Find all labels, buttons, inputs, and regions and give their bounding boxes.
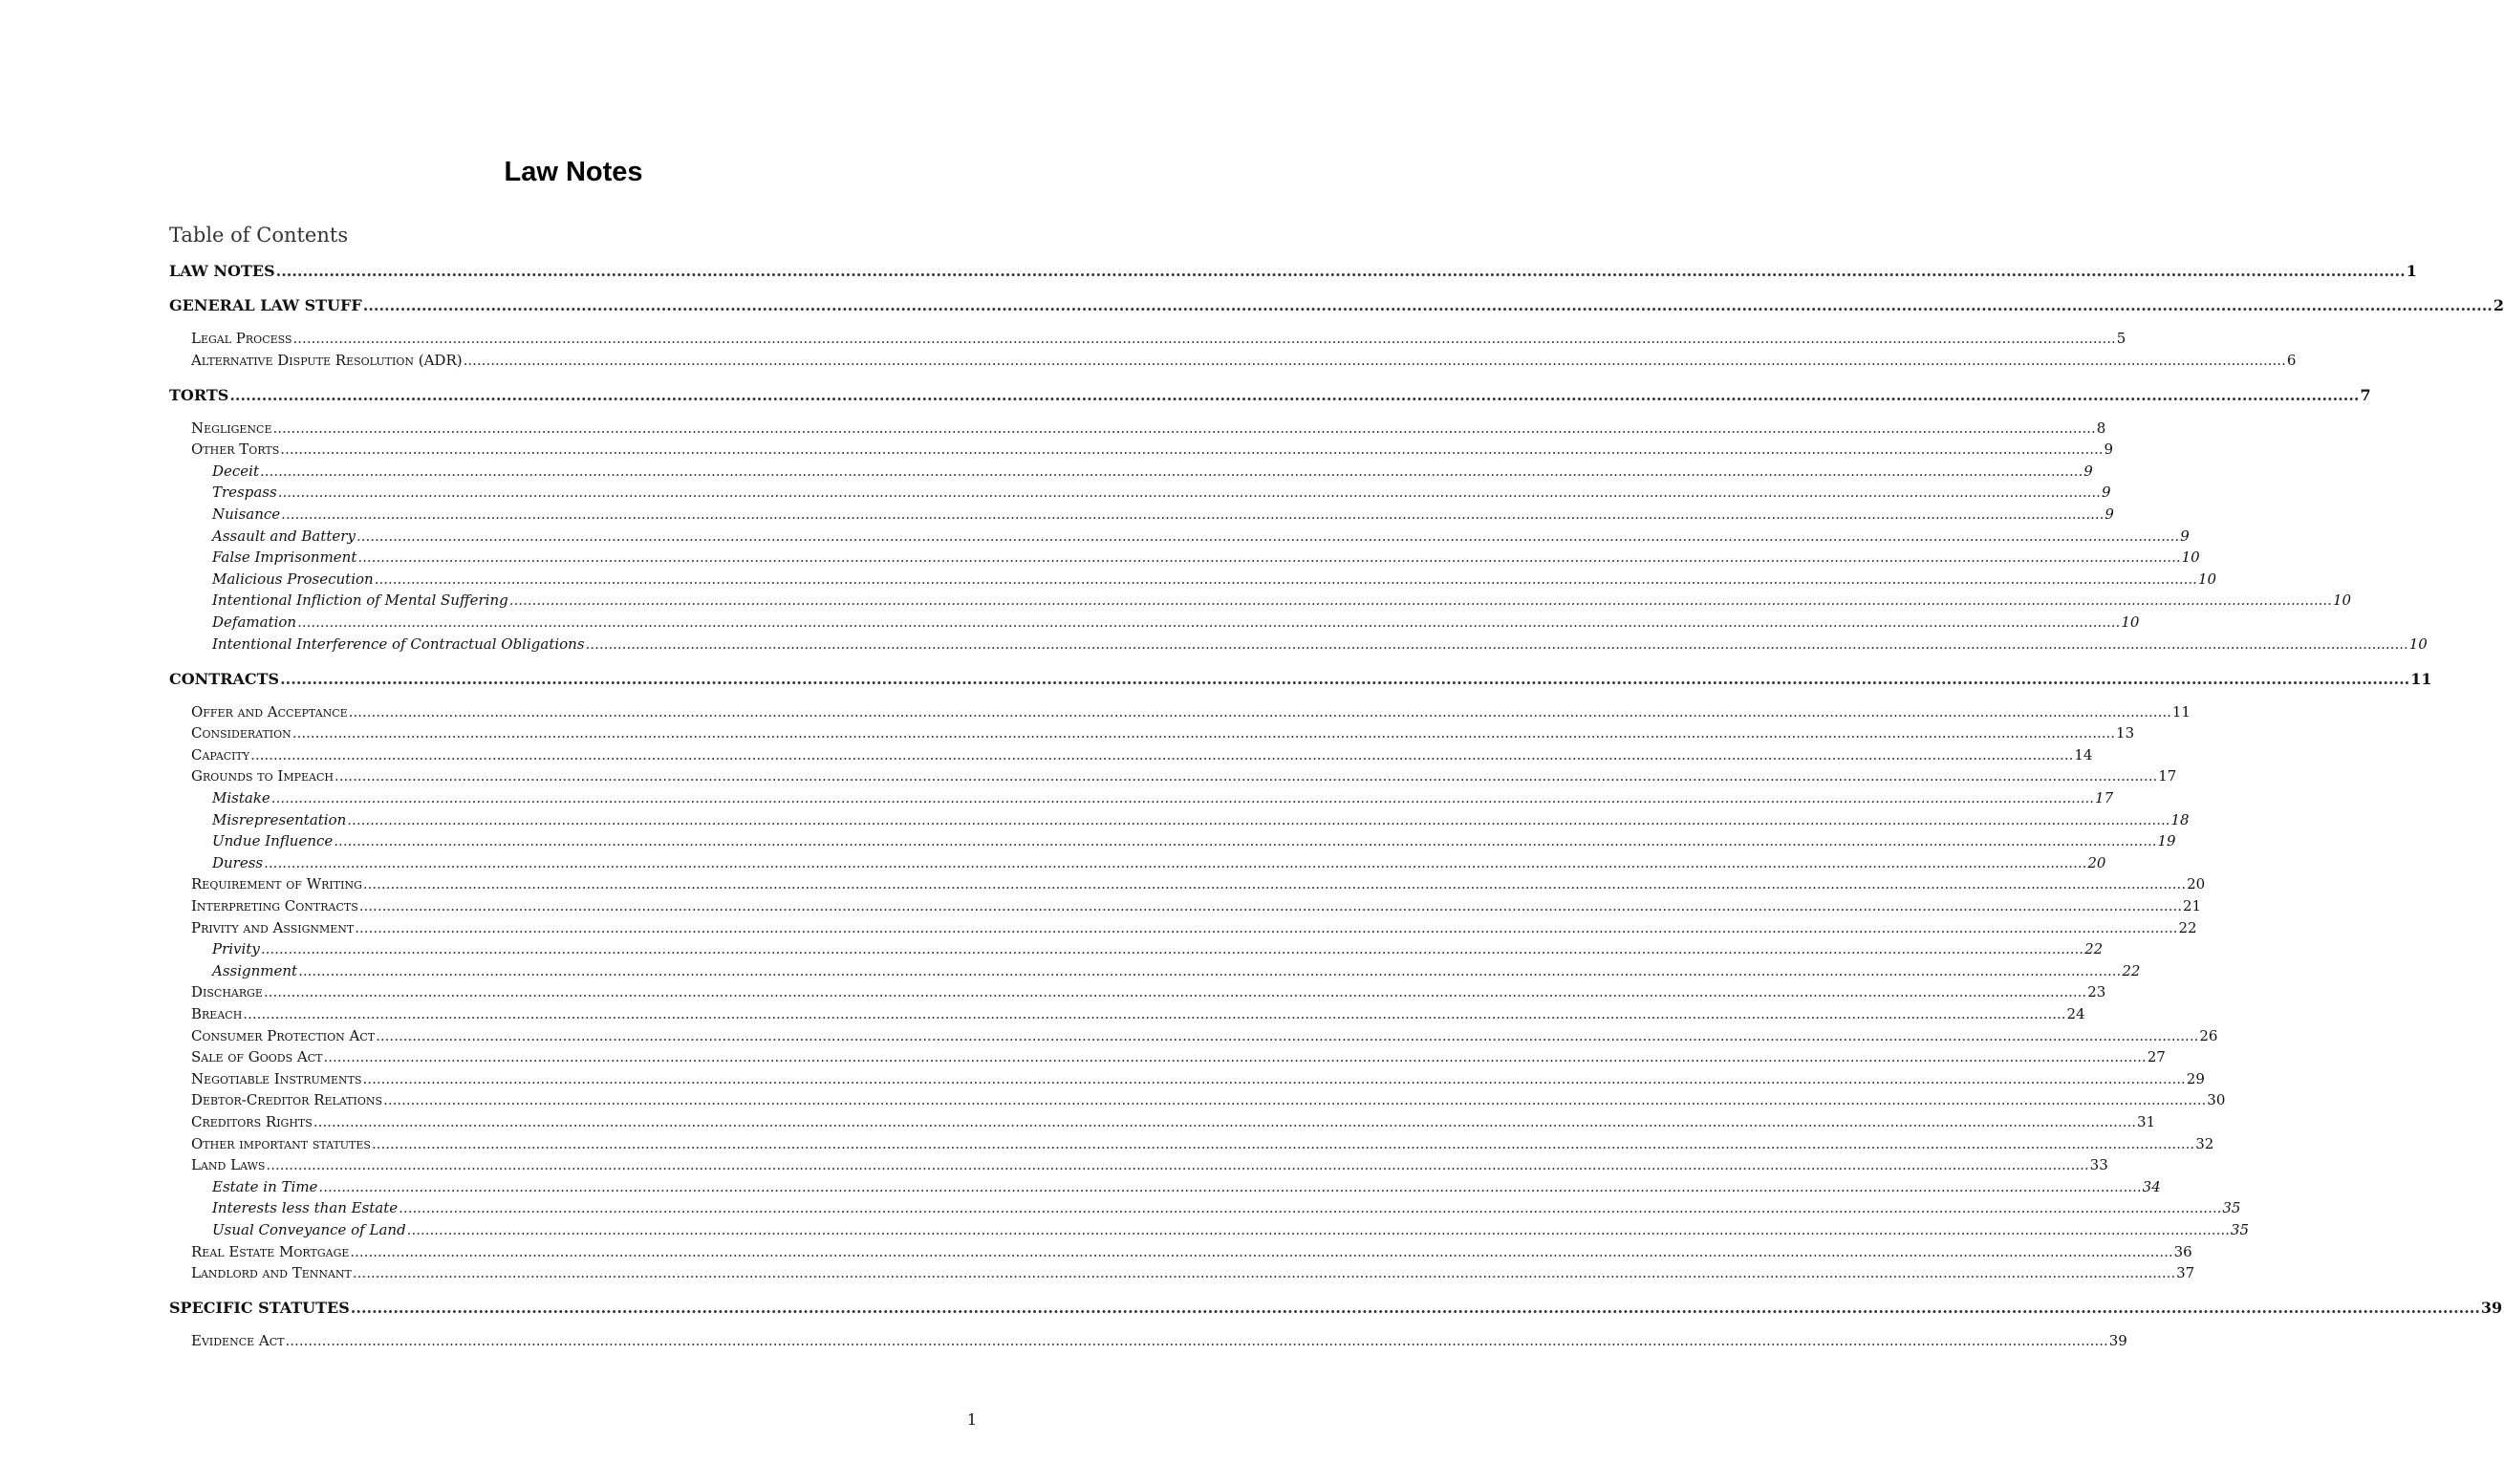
toc-dot-leader: ................................................................................................................................................................................................................................................................................................................................................................................................................ (356, 527, 2180, 545)
toc-entry-label: Interests less than Estate (212, 1199, 399, 1217)
toc-entry[interactable] (191, 724, 2135, 743)
toc-entry-page: 7 (2360, 385, 2371, 404)
toc-entry-page: 36 (2173, 1242, 2192, 1260)
toc-entry-page: 34 (2142, 1177, 2161, 1195)
toc-entry-page: 18 (2170, 810, 2190, 828)
toc-entry-label: Usual Conveyance of Land (212, 1221, 406, 1238)
toc-entry[interactable] (191, 983, 2106, 1002)
toc-dot-leader: ................................................................................................................................................................................................................................................................................................................................................................................................................ (297, 613, 2121, 631)
toc-entry[interactable] (191, 1134, 2214, 1154)
toc-entry-page: 2 (2493, 296, 2504, 314)
toc-entry[interactable] (212, 1177, 2161, 1197)
toc-dot-leader: ................................................................................................................................................................................................................................................................................................................................................................................................................ (358, 897, 2182, 914)
toc-entry-label: Intentional Infliction of Mental Suffering (212, 591, 508, 610)
toc-entry[interactable] (212, 613, 2140, 633)
toc-entry-label: False Imprisonment (212, 548, 357, 567)
toc-entry[interactable] (191, 875, 2206, 894)
toc-entry-label: Legal Process (191, 330, 292, 347)
toc-entry-label: Consumer Protection Act (191, 1026, 376, 1044)
toc-entry-label: Interpreting Contracts (191, 897, 358, 914)
toc-entry[interactable] (212, 634, 2428, 655)
toc-entry-label: Privity (212, 940, 260, 958)
toc-entry[interactable] (212, 789, 2114, 808)
toc-dot-leader: ................................................................................................................................................................................................................................................................................................................................................................................................................ (263, 983, 2087, 1001)
toc-entry-label: TORTS (169, 385, 229, 404)
toc-entry-label: Land Laws (191, 1156, 266, 1174)
toc-dot-leader: ................................................................................................................................................................................................................................................................................................................................................................................................................ (463, 351, 2286, 369)
toc-dot-leader: ................................................................................................................................................................................................................................................................................................................................................................................................................ (280, 441, 2104, 459)
toc-entry[interactable] (212, 462, 2093, 482)
toc-entry-page: 1 (2406, 262, 2417, 280)
toc-entry[interactable] (191, 897, 2202, 916)
toc-entry-page: 29 (2186, 1069, 2205, 1087)
toc-entry-page: 22 (2084, 940, 2104, 958)
toc-entry-label: Assault and Battery (212, 527, 356, 545)
toc-entry[interactable] (191, 1264, 2195, 1283)
toc-entry-page: 10 (2121, 613, 2140, 631)
toc-entry[interactable] (191, 745, 2093, 765)
toc-dot-leader: ................................................................................................................................................................................................................................................................................................................................................................................................................ (334, 832, 2157, 850)
toc-entry-page: 9 (2105, 505, 2114, 523)
toc-entry-label: Requirement of Writing (191, 875, 362, 893)
toc-entry[interactable] (212, 527, 2190, 547)
toc-dot-leader: ................................................................................................................................................................................................................................................................................................................................................................................................................ (362, 296, 2493, 314)
toc-entry-label: CONTRACTS (169, 669, 280, 688)
toc-entry-label: Estate in Time (212, 1177, 318, 1195)
toc-entry-label: Mistake (212, 789, 270, 807)
toc-entry-page: 37 (2176, 1264, 2195, 1282)
toc-dot-leader: ................................................................................................................................................................................................................................................................................................................................................................................................................ (272, 419, 2096, 437)
toc-entry-page: 39 (2108, 1332, 2127, 1350)
toc-entry[interactable] (169, 1299, 2503, 1318)
toc-entry-page: 10 (2408, 634, 2428, 653)
toc-entry-page: 14 (2074, 745, 2093, 764)
toc-dot-leader: ................................................................................................................................................................................................................................................................................................................................................................................................................ (348, 702, 2171, 720)
toc-dot-leader: ................................................................................................................................................................................................................................................................................................................................................................................................................ (291, 724, 2116, 742)
toc-entry-page: 17 (2095, 789, 2114, 807)
toc-entry-label: Intentional Interference of Contractual Obligations (212, 634, 585, 653)
toc-entry-page: 31 (2137, 1113, 2156, 1130)
toc-heading: Table of Contents (169, 224, 349, 247)
toc-dot-leader: ................................................................................................................................................................................................................................................................................................................................................................................................................ (270, 789, 2095, 807)
document-title: Law Notes (504, 157, 643, 187)
toc-entry-page: 8 (2096, 419, 2106, 437)
toc-entry-page: 5 (2116, 330, 2126, 347)
toc-dot-leader: ................................................................................................................................................................................................................................................................................................................................................................................................................ (260, 462, 2083, 480)
toc-entry-page: 27 (2147, 1048, 2166, 1066)
toc-dot-leader: ................................................................................................................................................................................................................................................................................................................................................................................................................ (280, 669, 2410, 688)
toc-entry[interactable] (169, 669, 2432, 689)
toc-entry[interactable] (191, 330, 2126, 349)
toc-entry[interactable] (191, 1242, 2192, 1262)
toc-dot-leader: ................................................................................................................................................................................................................................................................................................................................................................................................................ (362, 875, 2187, 893)
toc-entry-page: 9 (2083, 462, 2093, 480)
toc-dot-leader: ................................................................................................................................................................................................................................................................................................................................................................................................................ (323, 1048, 2147, 1066)
toc-entry-label: Assignment (212, 961, 298, 979)
toc-entry-label: Landlord and Tennant (191, 1264, 352, 1282)
toc-entry-label: GENERAL LAW STUFF (169, 296, 362, 314)
toc-dot-leader: ................................................................................................................................................................................................................................................................................................................................................................................................................ (335, 767, 2158, 785)
toc-entry[interactable] (169, 296, 2504, 315)
toc-dot-leader: ................................................................................................................................................................................................................................................................................................................................................................................................................ (357, 548, 2181, 567)
page-number: 1 (966, 1410, 977, 1429)
toc-entry[interactable] (212, 591, 2352, 611)
toc-dot-leader: ................................................................................................................................................................................................................................................................................................................................................................................................................ (374, 570, 2197, 588)
toc-entry[interactable] (212, 810, 2190, 830)
toc-entry[interactable] (191, 1113, 2156, 1132)
toc-entry[interactable] (212, 1221, 2249, 1240)
toc-dot-leader: ................................................................................................................................................................................................................................................................................................................................................................................................................ (508, 591, 2332, 610)
toc-dot-leader: ................................................................................................................................................................................................................................................................................................................................................................................................................ (399, 1199, 2222, 1217)
toc-entry[interactable] (212, 505, 2114, 525)
toc-entry-page: 20 (2187, 875, 2206, 893)
toc-entry-label: SPECIFIC STATUTES (169, 1299, 350, 1318)
toc-entry[interactable] (212, 940, 2104, 959)
toc-entry-page: 19 (2157, 832, 2176, 850)
toc-entry-page: 22 (2122, 961, 2141, 979)
toc-entry-label: Defamation (212, 613, 297, 631)
toc-entry[interactable] (212, 1199, 2241, 1218)
toc-dot-leader: ................................................................................................................................................................................................................................................................................................................................................................................................................ (285, 1332, 2108, 1350)
toc-entry-label: Negligence (191, 419, 272, 437)
toc-entry[interactable] (212, 570, 2217, 590)
toc-entry-label: Trespass (212, 484, 277, 502)
toc-entry-label: Breach (191, 1005, 243, 1022)
toc-dot-leader: ................................................................................................................................................................................................................................................................................................................................................................................................................ (406, 1221, 2230, 1238)
toc-entry-page: 22 (2178, 918, 2197, 936)
toc-dot-leader: ................................................................................................................................................................................................................................................................................................................................................................................................................ (243, 1005, 2066, 1022)
toc-entry-page: 32 (2195, 1134, 2214, 1152)
toc-entry-label: Creditors Rights (191, 1113, 313, 1130)
toc-entry-page: 9 (2180, 527, 2190, 545)
toc-entry-page: 10 (2332, 591, 2352, 610)
toc-dot-leader: ................................................................................................................................................................................................................................................................................................................................................................................................................ (376, 1026, 2199, 1044)
toc-entry-page: 13 (2116, 724, 2135, 742)
toc-entry-label: Negotiable Instruments (191, 1069, 362, 1087)
toc-entry[interactable] (212, 548, 2200, 568)
toc-dot-leader: ................................................................................................................................................................................................................................................................................................................................................................................................................ (371, 1134, 2195, 1152)
toc-entry[interactable] (191, 1091, 2226, 1110)
toc-entry-label: Debtor-Creditor Relations (191, 1091, 383, 1109)
toc-entry[interactable] (169, 385, 2371, 405)
toc-dot-leader: ................................................................................................................................................................................................................................................................................................................................................................................................................ (318, 1177, 2142, 1195)
toc-entry-page: 20 (2087, 853, 2106, 871)
toc-dot-leader: ................................................................................................................................................................................................................................................................................................................................................................................................................ (298, 961, 2122, 979)
toc-entry[interactable] (191, 441, 2114, 460)
toc-entry-page: 26 (2199, 1026, 2218, 1044)
toc-dot-leader: ................................................................................................................................................................................................................................................................................................................................................................................................................ (585, 634, 2408, 653)
toc-entry[interactable] (191, 702, 2191, 722)
toc-entry-label: Other Torts (191, 441, 280, 459)
toc-entry-page: 24 (2066, 1005, 2085, 1022)
toc-entry-label: Offer and Acceptance (191, 702, 348, 720)
toc-entry-page: 10 (2181, 548, 2200, 567)
toc-entry-page: 11 (2410, 669, 2432, 688)
toc-entry-label: Other important statutes (191, 1134, 371, 1152)
toc-entry-label: Discharge (191, 983, 263, 1001)
toc-entry-page: 17 (2158, 767, 2177, 785)
toc-dot-leader: ................................................................................................................................................................................................................................................................................................................................................................................................................ (352, 1264, 2176, 1282)
toc-dot-leader: ................................................................................................................................................................................................................................................................................................................................................................................................................ (266, 1156, 2089, 1174)
toc-entry-label: Privity and Assignment (191, 918, 355, 936)
toc-dot-leader: ................................................................................................................................................................................................................................................................................................................................................................................................................ (275, 262, 2406, 280)
toc-entry-page: 11 (2171, 702, 2191, 720)
toc-entry-label: Sale of Goods Act (191, 1048, 323, 1066)
toc-entry[interactable] (191, 1005, 2085, 1024)
toc-entry[interactable] (191, 1048, 2166, 1067)
toc-entry-page: 30 (2207, 1091, 2226, 1109)
toc-entry[interactable] (212, 853, 2106, 873)
toc-dot-leader: ................................................................................................................................................................................................................................................................................................................................................................................................................ (264, 853, 2087, 871)
toc-entry[interactable] (191, 1156, 2108, 1175)
toc-dot-leader: ................................................................................................................................................................................................................................................................................................................................................................................................................ (347, 810, 2170, 828)
toc-dot-leader: ................................................................................................................................................................................................................................................................................................................................................................................................................ (350, 1299, 2480, 1318)
toc-entry[interactable] (169, 262, 2417, 281)
toc-dot-leader: ................................................................................................................................................................................................................................................................................................................................................................................................................ (313, 1113, 2137, 1130)
toc-entry-page: 6 (2286, 351, 2297, 369)
toc-entry-label: Alternative Dispute Resolution (ADR) (191, 351, 463, 369)
toc-entry[interactable] (191, 419, 2106, 439)
toc-dot-leader: ................................................................................................................................................................................................................................................................................................................................................................................................................ (229, 385, 2360, 404)
toc-entry-label: LAW NOTES (169, 262, 275, 280)
toc-entry-label: Real Estate Mortgage (191, 1242, 350, 1260)
toc-entry-label: Undue Influence (212, 832, 334, 850)
toc-entry-label: Deceit (212, 462, 260, 480)
toc-entry-page: 35 (2230, 1221, 2249, 1238)
toc-dot-leader: ................................................................................................................................................................................................................................................................................................................................................................................................................ (355, 918, 2178, 936)
toc-entry[interactable] (212, 961, 2141, 981)
toc-entry-page: 23 (2087, 983, 2106, 1001)
toc-entry-label: Evidence Act (191, 1332, 285, 1350)
toc-dot-leader: ................................................................................................................................................................................................................................................................................................................................................................................................................ (250, 745, 2074, 764)
toc-entry-label: Capacity (191, 745, 250, 764)
toc-entry-label: Grounds to Impeach (191, 767, 334, 785)
toc-dot-leader: ................................................................................................................................................................................................................................................................................................................................................................................................................ (383, 1091, 2207, 1109)
toc-entry-label: Misrepresentation (212, 810, 347, 828)
toc-entry[interactable] (212, 832, 2176, 851)
toc-dot-leader: ................................................................................................................................................................................................................................................................................................................................................................................................................ (292, 330, 2116, 347)
toc-entry[interactable] (191, 351, 2297, 371)
toc-entry[interactable] (191, 767, 2177, 786)
toc-entry-page: 9 (2104, 441, 2114, 459)
toc-entry[interactable] (191, 918, 2197, 938)
toc-dot-leader: ................................................................................................................................................................................................................................................................................................................................................................................................................ (350, 1242, 2173, 1260)
toc-dot-leader: ................................................................................................................................................................................................................................................................................................................................................................................................................ (281, 505, 2105, 523)
toc-dot-leader: ................................................................................................................................................................................................................................................................................................................................................................................................................ (277, 484, 2101, 502)
toc-dot-leader: ................................................................................................................................................................................................................................................................................................................................................................................................................ (362, 1069, 2186, 1087)
toc-entry-label: Nuisance (212, 505, 281, 523)
toc-entry-page: 10 (2197, 570, 2217, 588)
toc-entry[interactable] (191, 1332, 2127, 1351)
toc-entry-page: 35 (2222, 1199, 2241, 1217)
toc-entry-label: Malicious Prosecution (212, 570, 374, 588)
toc-entry-label: Consideration (191, 724, 291, 742)
toc-entry[interactable] (191, 1069, 2205, 1089)
toc-entry-page: 33 (2089, 1156, 2108, 1174)
toc-entry[interactable] (191, 1026, 2218, 1046)
toc-entry[interactable] (212, 484, 2111, 503)
toc-entry-page: 21 (2182, 897, 2202, 914)
toc-entry-label: Duress (212, 853, 264, 871)
toc-entry-page: 9 (2101, 484, 2111, 502)
toc-entry-page: 39 (2480, 1299, 2503, 1318)
toc-dot-leader: ................................................................................................................................................................................................................................................................................................................................................................................................................ (260, 940, 2084, 958)
